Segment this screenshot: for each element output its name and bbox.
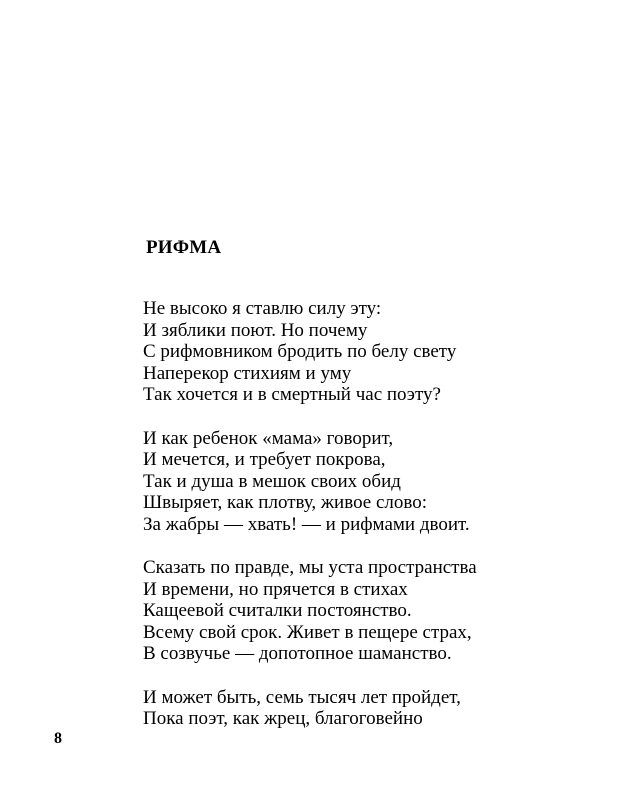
poem-line: И времени, но прячется в стихах <box>143 578 408 600</box>
poem-line: Сказать по правде, мы уста пространства <box>143 557 477 578</box>
poem-line: И мечется, и требует покрова, <box>143 449 386 470</box>
poem-line: В созвучье — допотопное шаманство. <box>143 643 452 664</box>
poem-line: Наперекор стихиям и уму <box>143 362 352 384</box>
poem-line: Так и душа в мешок своих обид <box>143 470 401 492</box>
poem-title: РИФМА <box>146 237 222 258</box>
poem-line: Кащеевой считалки постоянство. <box>143 600 412 621</box>
poem-line: Не высоко я ставлю силу эту: <box>143 298 382 319</box>
poem-line: Всему свой срок. Живет в пещере страх, <box>143 621 472 643</box>
poem-body <box>143 298 563 752</box>
stanza-3 <box>143 557 563 665</box>
stanza-4 <box>143 687 563 730</box>
stanza-2 <box>143 428 563 536</box>
poem-line: И зяблики поют. Но почему <box>143 319 368 341</box>
poem-line: Пока поэт, как жрец, благоговейно <box>143 708 423 729</box>
poem-line: И может быть, семь тысяч лет пройдет, <box>143 686 461 708</box>
poem-line: Так хочется и в смертный час поэту? <box>143 384 441 405</box>
poem-line: И как ребенок «мама» говорит, <box>143 427 394 449</box>
poem-line: Швыряет, как плотву, живое слово: <box>143 492 428 513</box>
stanza-1 <box>143 298 563 406</box>
poem-line: За жабры — хвать! — и рифмами двоит. <box>143 513 470 535</box>
poem-line: С рифмовником бродить по белу свету <box>143 341 457 362</box>
page-number: 8 <box>54 730 62 747</box>
